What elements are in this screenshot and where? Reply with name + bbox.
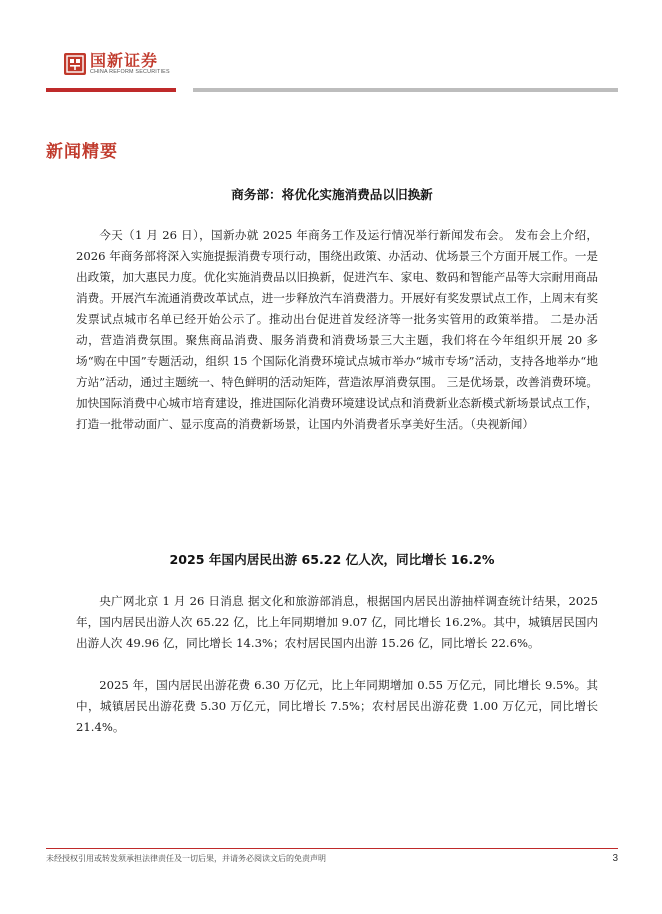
footer-disclaimer: 未经授权引用或转发须承担法律责任及一切后果，并请务必阅读文后的免责声明 xyxy=(46,854,326,863)
header-divider-bar xyxy=(193,88,618,92)
article-headline: 商务部：将优化实施消费品以旧换新 xyxy=(231,187,433,202)
section-title: 新闻精要 xyxy=(46,142,118,162)
article-paragraph: 央广网北京 1 月 26 日消息 据文化和旅游部消息，根据国内居民出游抽样调查统计结果，2025 年，国内居民出游人次 65.22 亿，比上年同期增加 9.07 亿，同比增长 16.2%。其中，城镇居民国内出游人次 49.96 亿，同比增长 14.3%；农村居民国内出游 15.26 亿，同比增长 22.6%。 xyxy=(76,594,598,650)
brand-seal-icon xyxy=(64,53,86,75)
article-headline: 2025 年国内居民出游 65.22 亿人次，同比增长 16.2% xyxy=(169,552,495,567)
article-paragraph: 今天（1 月 26 日），国新办就 2025 年商务工作及运行情况举行新闻发布会。 发布会上介绍，2026 年商务部将深入实施提振消费专项行动，围绕出政策、办活动、优场景三个方面开展工作。一是出政策，加大惠民力度。优化实施消费品以旧换新，促进汽车、家电、数码和智能产品等大宗耐用商品消费。开展汽车流通消费改革试点，进一步释放汽车消费潜力。开展好有奖发票试点工作，上周末有奖发票试点城市名单已经开始公示了。推动出台促进首发经济等一批务实管用的政策举措。 二是办活动，营造消费氛围。聚焦商品消费、服务消费和消费场景三大主题，我们将在今年组织开展 20 多场“购在中国”专题活动，组织 15 个国际化消费环境试点城市举办“城市专场”活动，支持各地举办“地方站”活动，通过主题统一、特色鲜明的活动矩阵，营造浓厚消费氛围。 三是优场景，改善消费环境。加快国际消费中心城市培育建设，推进国际化消费环境建设试点和消费新业态新模式新场景试点工作，打造一批带动面广、显示度高的消费新场景，让国内外消费者乐享美好生活。（央视新闻） xyxy=(76,228,598,431)
brand-name-en: CHINA REFORM SECURITIES xyxy=(90,69,170,75)
page-number: 3 xyxy=(612,853,618,864)
footer-divider xyxy=(46,848,618,849)
header-accent-bar xyxy=(46,88,176,92)
brand-name: 国新证券 xyxy=(90,51,159,70)
article-paragraph: 2025 年，国内居民出游花费 6.30 万亿元，比上年同期增加 0.55 万亿元，同比增长 9.5%。其中，城镇居民出游花费 5.30 万亿元，同比增长 7.5%；农村居民出游花费 1.00 万亿元，同比增长 21.4%。 xyxy=(76,678,598,734)
brand-logo xyxy=(64,52,170,76)
